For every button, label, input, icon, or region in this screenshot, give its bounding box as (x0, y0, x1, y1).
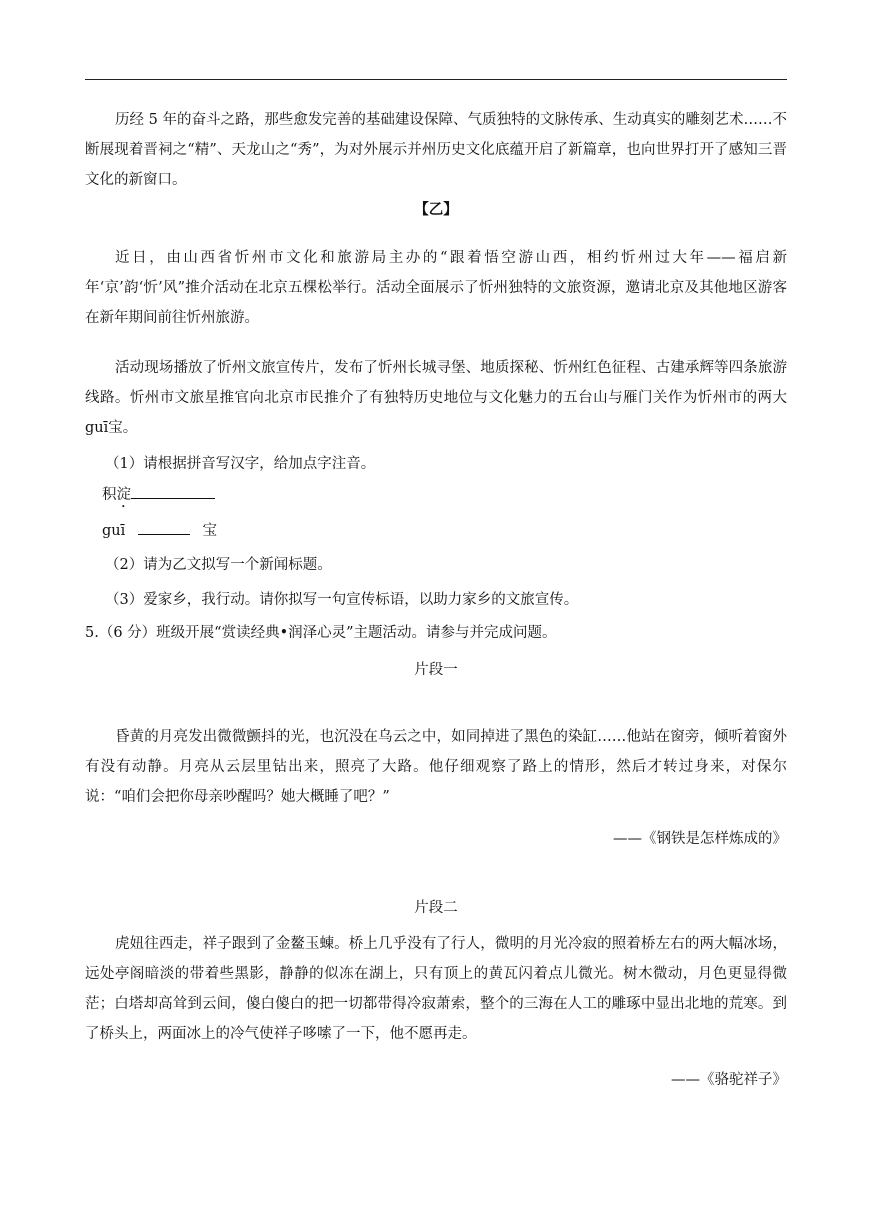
excerpt-1-title: 片段一 (414, 662, 458, 678)
excerpt-1-text: 昏黄的月亮发出微微颤抖的光，也沉没在乌云之中，如同掉进了黑色的染缸……他站在窗旁，倾听着窗外有没有动静。月亮从云层里钻出来，照亮了大路。他仔细观察了路上的情形，然后才转过身来，对保尔说：“咱们会把你母亲吵醒吗？她大概睡了吧？” (85, 729, 787, 805)
passage-yi-paragraph-2: 活动现场播放了忻州文旅宣传片，发布了忻州长城寻堡、地质探秘、忻州红色征程、古建承辉等四条旅游线路。忻州市文旅星推官向北京市民推介了有独特历史地位与文化魅力的五台山与雁门关作为忻州市的两大 guī宝。 (85, 360, 787, 436)
question-2-prompt: （2）请为乙文拟写一个新闻标题。 (105, 557, 332, 573)
word-1-answer-blank[interactable] (131, 482, 215, 499)
passage-jia-paragraph: 历经 5 年的奋斗之路，那些愈发完善的基础建设保障、气质独特的文脉传承、生动真实的雕刻艺术……不断展现着晋祠之“精”、天龙山之“秀”，为对外展示并州历史文化底蕴开启了新篇章，也向世界打开了感知三晋文化的新窗口。 (85, 112, 787, 188)
question-1-prompt: （1）请根据拼音写汉字，给加点字注音。 (105, 456, 376, 472)
word-2-pinyin: guī (102, 523, 126, 539)
question-1-word-2 (102, 516, 217, 546)
excerpt-2-source: ——《骆驼祥子》 (671, 1072, 787, 1088)
question-3-prompt: （3）爱家乡，我行动。请你拟写一句宣传标语，以助力家乡的文旅宣传。 (105, 592, 579, 608)
passage-yi-heading: 【乙】 (414, 201, 458, 218)
word-1-prefix: 积 (102, 487, 117, 503)
word-2-suffix: 宝 (202, 523, 217, 539)
word-2-answer-blank[interactable] (138, 518, 190, 535)
question-1-word-1 (102, 480, 215, 511)
excerpt-2-title: 片段二 (414, 900, 458, 916)
word-1-dotted-char: 淀 (116, 487, 131, 503)
excerpt-2-text: 虎妞往西走，祥子跟到了金鳌玉蝀。桥上几乎没有了行人，微明的月光冷寂的照着桥左右的两大幅冰场，远处亭阁暗淡的带着些黑影，静静的似冻在湖上，只有顶上的黄瓦闪着点儿微光。树木微动，月色更显得微茫；白塔却高耸到云间，傻白傻白的把一切都带得冷寂萧索，整个的三海在人工的雕琢中显出北地的荒寒。到了桥头上，两面冰上的冷气使祥子哆嗦了一下，他不愿再走。 (85, 936, 787, 1042)
header-rule (85, 79, 787, 80)
passage-yi-paragraph-1: 近日，由山西省忻州市文化和旅游局主办的“跟着悟空游山西，相约忻州过大年——福启新年‘京’韵‘忻’风”推介活动在北京五棵松举行。活动全面展示了忻州独特的文旅资源，邀请北京及其他地区游客在新年期间前往忻州旅游。 (85, 250, 787, 326)
excerpt-1-source: ——《钢铁是怎样炼成的》 (613, 831, 787, 847)
question-5-prompt: 5.（6 分）班级开展“赏读经典•润泽心灵”主题活动。请参与并完成问题。 (85, 625, 557, 641)
